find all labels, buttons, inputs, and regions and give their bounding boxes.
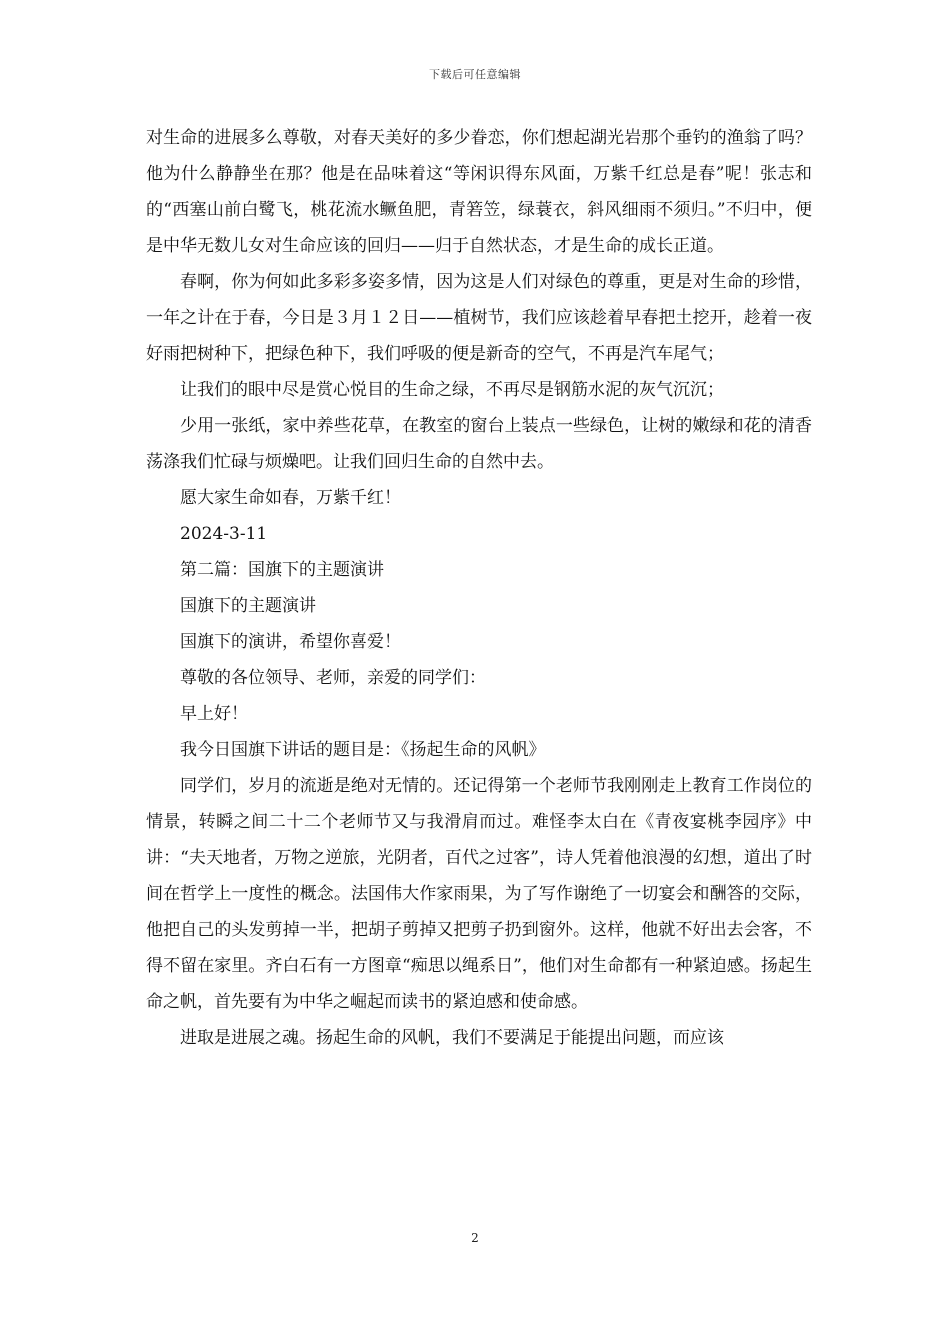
date-line: 2024-3-11 (180, 524, 268, 544)
salutation: 尊敬的各位领导、老师，亲爱的同学们： (180, 668, 486, 688)
paragraph: 我今日国旗下讲话的题目是：《扬起生命的风帆》 (180, 740, 546, 760)
paragraph: 同学们，岁月的流逝是绝对无情的。还记得第一个老师节我刚刚走上教育工作岗位的情景，转瞬之间二十二个老师节又与我滑肩而过。难怪李太白在《青夜宴桃李园序》中讲：“夫天地者，万物之逆旅，光阴者，百代之过客”，诗人凭着他浪漫的幻想，道出了时间在哲学上一度性的概念。法国伟大作家雨果，为了写作谢绝了一切宴会和酬答的交际，他把自己的头发剪掉一半，把胡子剪掉又把剪子扔到窗外。这样，他就不好出去会客，不得不留在家里。齐白石有一方图章“痴思以绳系日”，他们对生命都有一种紧迫感。扬起生命之帆，首先要有为中华之崛起而读书的紧迫感和使命感。 (146, 776, 812, 1012)
paragraph: 进取是进展之魂。扬起生命的风帆，我们不要满足于能提出问题，而应该 (180, 1028, 724, 1048)
paragraph: 少用一张纸，家中养些花草，在教室的窗台上装点一些绿色，让树的嫩绿和花的清香荡涤我们忙碌与烦燥吧。让我们回归生命的自然中去。 (146, 416, 812, 472)
paragraph: 让我们的眼中尽是赏心悦目的生命之绿，不再尽是钢筋水泥的灰气沉沉； (180, 380, 724, 400)
paragraph: 国旗下的演讲，希望你喜爱！ (180, 632, 401, 652)
document-body (146, 120, 812, 1056)
paragraph: 对生命的进展多么尊敬，对春天美好的多少眷恋，你们想起湖光岩那个垂钓的渔翁了吗？他为什么静静坐在那？他是在品味着这“等闲识得东风面，万紫千红总是春”呢！张志和的“西塞山前白鹭飞，桃花流水鳜鱼肥，青箬笠，绿蓑衣，斜风细雨不须归。”不归中，便是中华无数儿女对生命应该的回归——归于自然状态，才是生命的成长正道。 (146, 128, 812, 256)
page-number: 2 (471, 1231, 479, 1245)
speech-title: 国旗下的主题演讲 (180, 596, 316, 616)
page-header: 下载后可任意编辑 (429, 68, 521, 81)
paragraph: 春啊，你为何如此多彩多姿多情，因为这是人们对绿色的尊重，更是对生命的珍惜，一年之计在于春，今日是３月１２日——植树节，我们应该趁着早春把土挖开，趁着一夜好雨把树种下，把绿色种下，我们呼吸的便是新奇的空气，不再是汽车尾气； (146, 272, 812, 364)
greeting: 早上好！ (180, 704, 248, 724)
paragraph: 愿大家生命如春，万紫千红！ (180, 488, 401, 508)
section-heading: 第二篇：国旗下的主题演讲 (180, 560, 384, 580)
